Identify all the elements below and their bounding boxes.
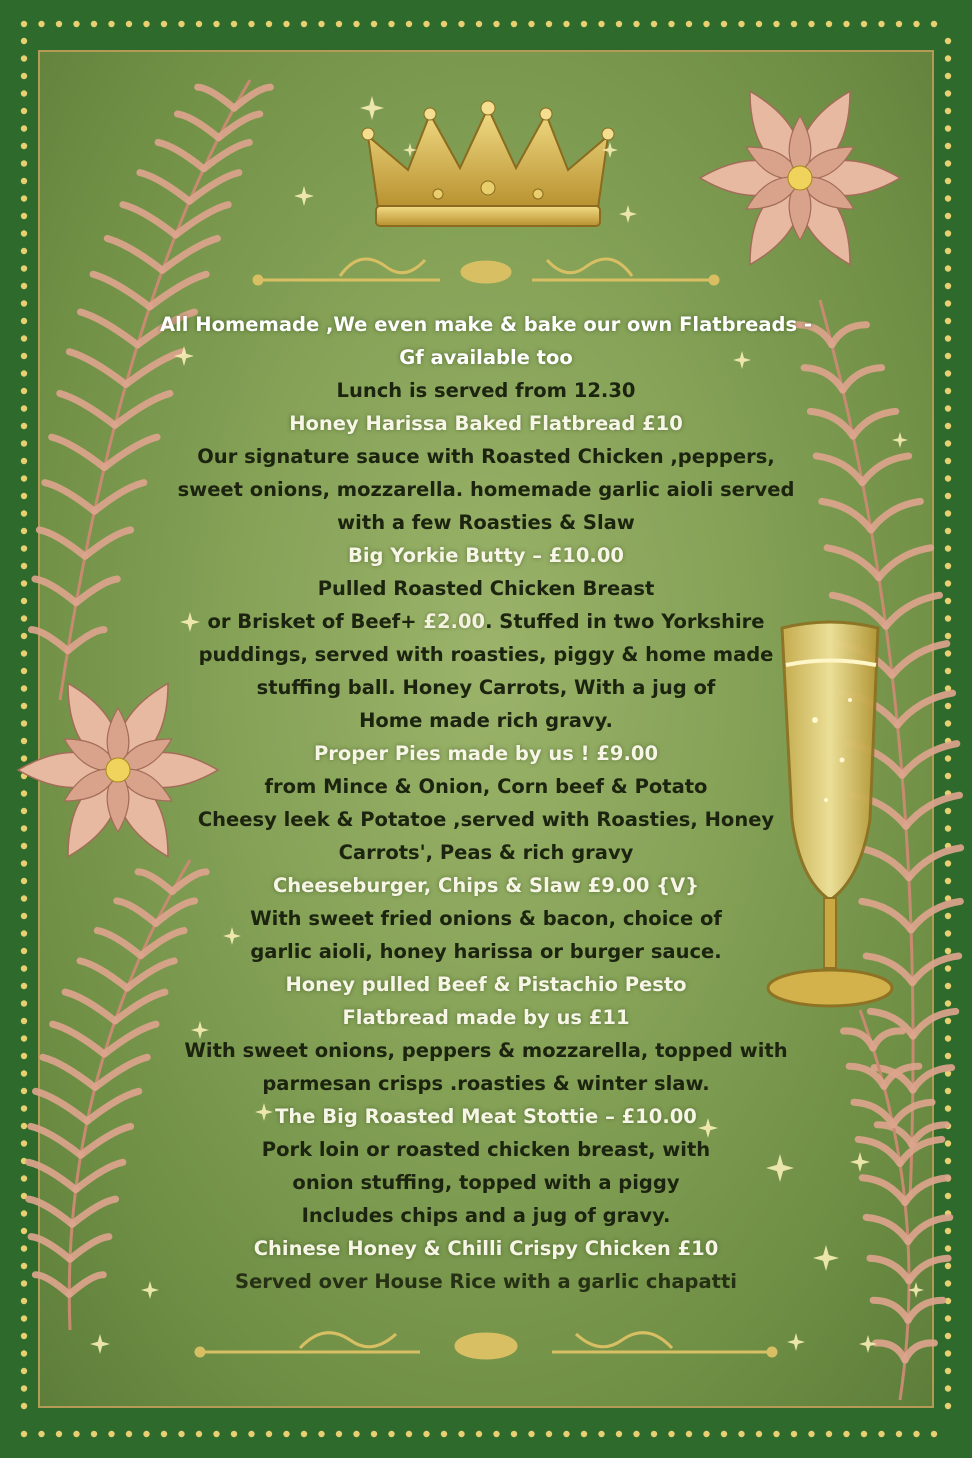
- extra-price: £2.00: [423, 610, 486, 633]
- item-desc: Pork loin or roasted chicken breast, with: [261, 1138, 711, 1161]
- item-desc: sweet onions, mozzarella. homemade garlic aioli served: [177, 478, 795, 501]
- desc-text: or Brisket of Beef+: [207, 610, 424, 633]
- item-desc: Cheesy leek & Potatoe ,served with Roasties, Honey: [197, 808, 775, 831]
- item-desc: onion stuffing, topped with a piggy: [292, 1171, 680, 1194]
- item-desc: puddings, served with roasties, piggy & home made: [198, 643, 774, 666]
- item-title: Proper Pies made by us ! £9.00: [313, 742, 659, 765]
- item-title: Chinese Honey & Chilli Crispy Chicken £10: [253, 1237, 719, 1260]
- desc-text: . Stuffed in two Yorkshire: [485, 610, 765, 633]
- item-desc: Includes chips and a jug of gravy.: [301, 1204, 671, 1227]
- item-desc: Home made rich gravy.: [359, 709, 613, 732]
- item-title: Honey Harissa Baked Flatbread £10: [289, 412, 683, 435]
- item-title: The Big Roasted Meat Stottie – £10.00: [275, 1105, 697, 1128]
- item-title: Flatbread made by us £11: [342, 1006, 630, 1029]
- item-desc: Our signature sauce with Roasted Chicken ,peppers,: [197, 445, 775, 468]
- item-title: Cheeseburger, Chips & Slaw £9.00 {V}: [272, 874, 700, 897]
- item-desc: Served over House Rice with a garlic chapatti: [235, 1270, 737, 1293]
- item-title: Big Yorkie Butty – £10.00: [348, 544, 624, 567]
- item-desc: with a few Roasties & Slaw: [337, 511, 635, 534]
- menu-text: [130, 308, 842, 1298]
- item-desc: from Mince & Onion, Corn beef & Potato: [264, 775, 708, 798]
- item-desc: With sweet fried onions & bacon, choice of: [250, 907, 722, 930]
- item-desc: With sweet onions, peppers & mozzarella, topped with: [184, 1039, 788, 1062]
- item-desc: [130, 605, 842, 638]
- item-desc: parmesan crisps .roasties & winter slaw.: [262, 1072, 710, 1095]
- lunch-time: Lunch is served from 12.30: [336, 379, 636, 402]
- item-desc: garlic aioli, honey harissa or burger sauce.: [250, 940, 722, 963]
- item-desc: Carrots', Peas & rich gravy: [338, 841, 634, 864]
- item-title: Honey pulled Beef & Pistachio Pesto: [285, 973, 687, 996]
- item-desc: Pulled Roasted Chicken Breast: [317, 577, 655, 600]
- intro-line: All Homemade ,We even make & bake our own Flatbreads -: [160, 313, 812, 336]
- item-desc: stuffing ball. Honey Carrots, With a jug of: [256, 676, 716, 699]
- intro-line: Gf available too: [399, 346, 573, 369]
